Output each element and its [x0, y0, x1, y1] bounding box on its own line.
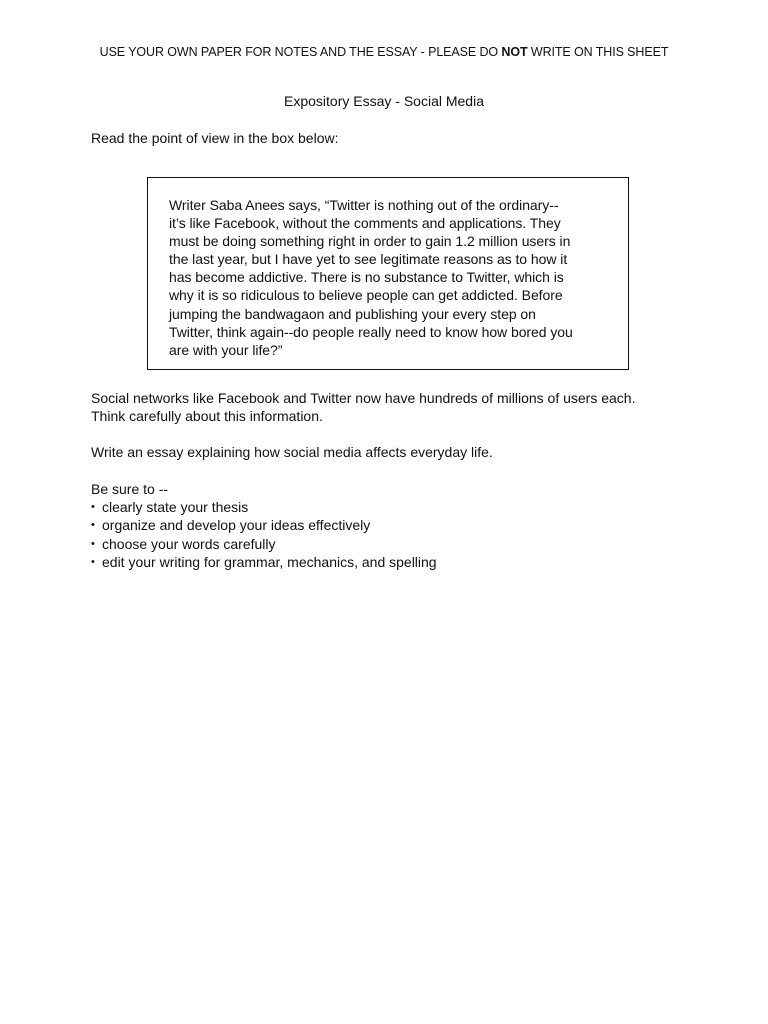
checklist-item-text: edit your writing for grammar, mechanics, and spelling — [102, 553, 437, 570]
checklist-item — [91, 553, 437, 571]
notice-text-before: USE YOUR OWN PAPER FOR NOTES AND THE ESSAY - PLEASE DO — [99, 45, 502, 59]
quote-line: Writer Saba Anees says, “Twitter is nothing out of the ordinary-- — [169, 197, 559, 213]
paragraph-line: Think carefully about this information. — [91, 408, 323, 425]
intro-text: Read the point of view in the box below: — [91, 130, 339, 146]
context-paragraph — [91, 389, 635, 425]
quote-line: it’s like Facebook, without the comments and applications. They — [169, 215, 561, 232]
quote-line: the last year, but I have yet to see legitimate reasons as to how it — [169, 251, 568, 268]
quote-line: jumping the bandwagaon and publishing your every step on — [169, 305, 536, 322]
quote-line: are with your life?” — [169, 341, 283, 358]
checklist — [91, 480, 437, 571]
checklist-item — [91, 498, 437, 516]
bullet-icon: • — [91, 519, 95, 532]
quote-box — [147, 177, 629, 370]
quote-line: why it is so ridiculous to believe people can get addicted. Before — [169, 287, 563, 304]
instruction-notice — [0, 45, 768, 59]
checklist-item — [91, 535, 437, 553]
checklist-heading: Be sure to -- — [91, 481, 169, 497]
checklist-item — [91, 516, 437, 534]
bullet-icon: • — [91, 501, 95, 514]
checklist-item-text: clearly state your thesis — [102, 499, 249, 516]
bullet-icon: • — [91, 555, 95, 568]
quote-line: Twitter, think again--do people really need to know how bored you — [169, 323, 573, 340]
checklist-list — [91, 498, 437, 571]
essay-prompt: Write an essay explaining how social media affects everyday life. — [91, 444, 493, 460]
notice-text-after: WRITE ON THIS SHEET — [527, 45, 669, 59]
bullet-icon: • — [91, 537, 95, 550]
checklist-item-text: organize and develop your ideas effectively — [102, 517, 371, 534]
notice-emphasis: NOT — [501, 45, 528, 59]
quote-line: has become addictive. There is no substance to Twitter, which is — [169, 269, 564, 286]
page-title: Expository Essay - Social Media — [284, 93, 484, 109]
quote-line: must be doing something right in order to gain 1.2 million users in — [169, 233, 571, 250]
paragraph-line: Social networks like Facebook and Twitter now have hundreds of millions of users each. — [91, 390, 636, 406]
checklist-item-text: choose your words carefully — [102, 535, 276, 552]
